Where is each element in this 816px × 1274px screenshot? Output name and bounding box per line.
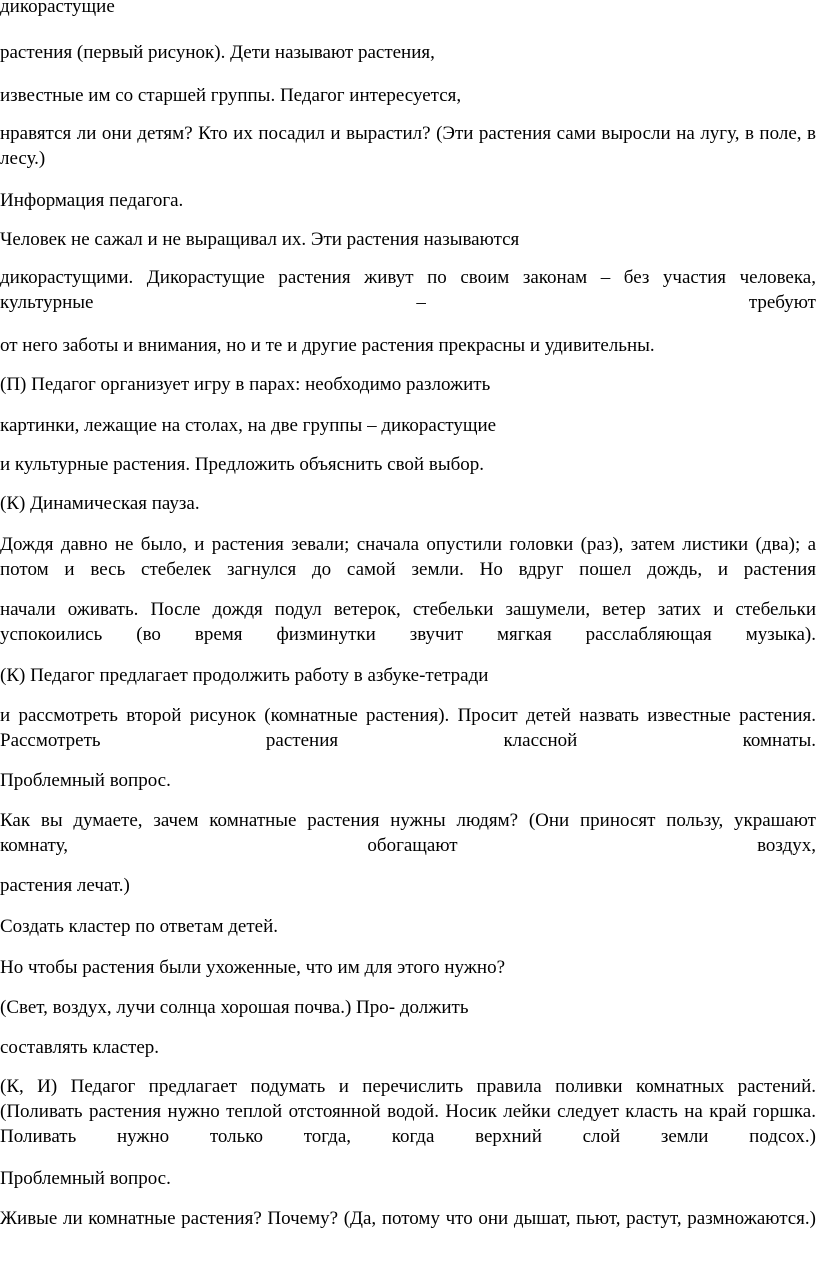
paragraph: Проблемный вопрос.: [0, 770, 171, 791]
paragraph: Живые ли комнатные растения? Почему? (Да, потому что они дышат, пьют, растут, размножаются.): [0, 1208, 816, 1229]
paragraph: Дождя давно не было, и растения зевали; сначала опустили головки (раз), затем листики (два); а потом и весь стебелек загнулся до самой земли. Но вдруг пошел дождь, и растения: [0, 534, 816, 580]
paragraph: (К) Педагог предлагает продолжить работу в азбуке-тетради: [0, 665, 489, 686]
paragraph: (К) Динамическая пауза.: [0, 493, 200, 514]
paragraph: (К, И) Педагог предлагает подумать и перечислить правила поливки комнатных растений. (Поливать растения нужно теплой отстоянной водой. Носик лейки следует класть на край горшка. Поливать нужно только тогда, когда верхний слой земли подсох.): [0, 1076, 816, 1147]
paragraph: Как вы думаете, зачем комнатные растения нужны людям? (Они приносят пользу, украшают комнату, обогащают воздух,: [0, 810, 816, 856]
paragraph: дикорастущие: [0, 0, 115, 17]
paragraph: составлять кластер.: [0, 1037, 160, 1058]
paragraph: растения (первый рисунок). Дети называют растения,: [0, 42, 435, 63]
paragraph: Но чтобы растения были ухоженные, что им для этого нужно?: [0, 957, 506, 978]
paragraph: известные им со старшей группы. Педагог интересуется,: [0, 85, 462, 106]
paragraph: начали оживать. После дождя подул ветерок, стебельки зашумели, ветер затих и стебельки успокоились (во время физминутки звучит мягкая расслабляющая музыка).: [0, 599, 816, 645]
paragraph: Создать кластер по ответам детей.: [0, 916, 278, 937]
paragraph: Проблемный вопрос.: [0, 1168, 171, 1189]
paragraph: дикорастущими. Дикорастущие растения живут по своим законам – без участия человека, культурные – требуют: [0, 267, 816, 313]
paragraph: нравятся ли они детям? Кто их посадил и вырастил? (Эти растения сами выросли на лугу, в поле, в лесу.): [0, 123, 816, 169]
paragraph: Человек не сажал и не выращивал их. Эти растения называются: [0, 229, 520, 250]
paragraph: растения лечат.): [0, 875, 130, 896]
paragraph: от него заботы и внимания, но и те и другие растения прекрасны и удивительны.: [0, 335, 655, 356]
paragraph: Информация педагога.: [0, 190, 184, 211]
paragraph: картинки, лежащие на столах, на две группы – дикорастущие: [0, 415, 497, 436]
paragraph: и рассмотреть второй рисунок (комнатные растения). Просит детей назвать известные растения. Рассмотреть растения классной комнаты.: [0, 705, 816, 751]
paragraph: (Свет, воздух, лучи солнца хорошая почва.) Про- должить: [0, 997, 469, 1018]
paragraph: (П) Педагог организует игру в парах: необходимо разложить: [0, 374, 491, 395]
paragraph: и культурные растения. Предложить объяснить свой выбор.: [0, 454, 484, 475]
